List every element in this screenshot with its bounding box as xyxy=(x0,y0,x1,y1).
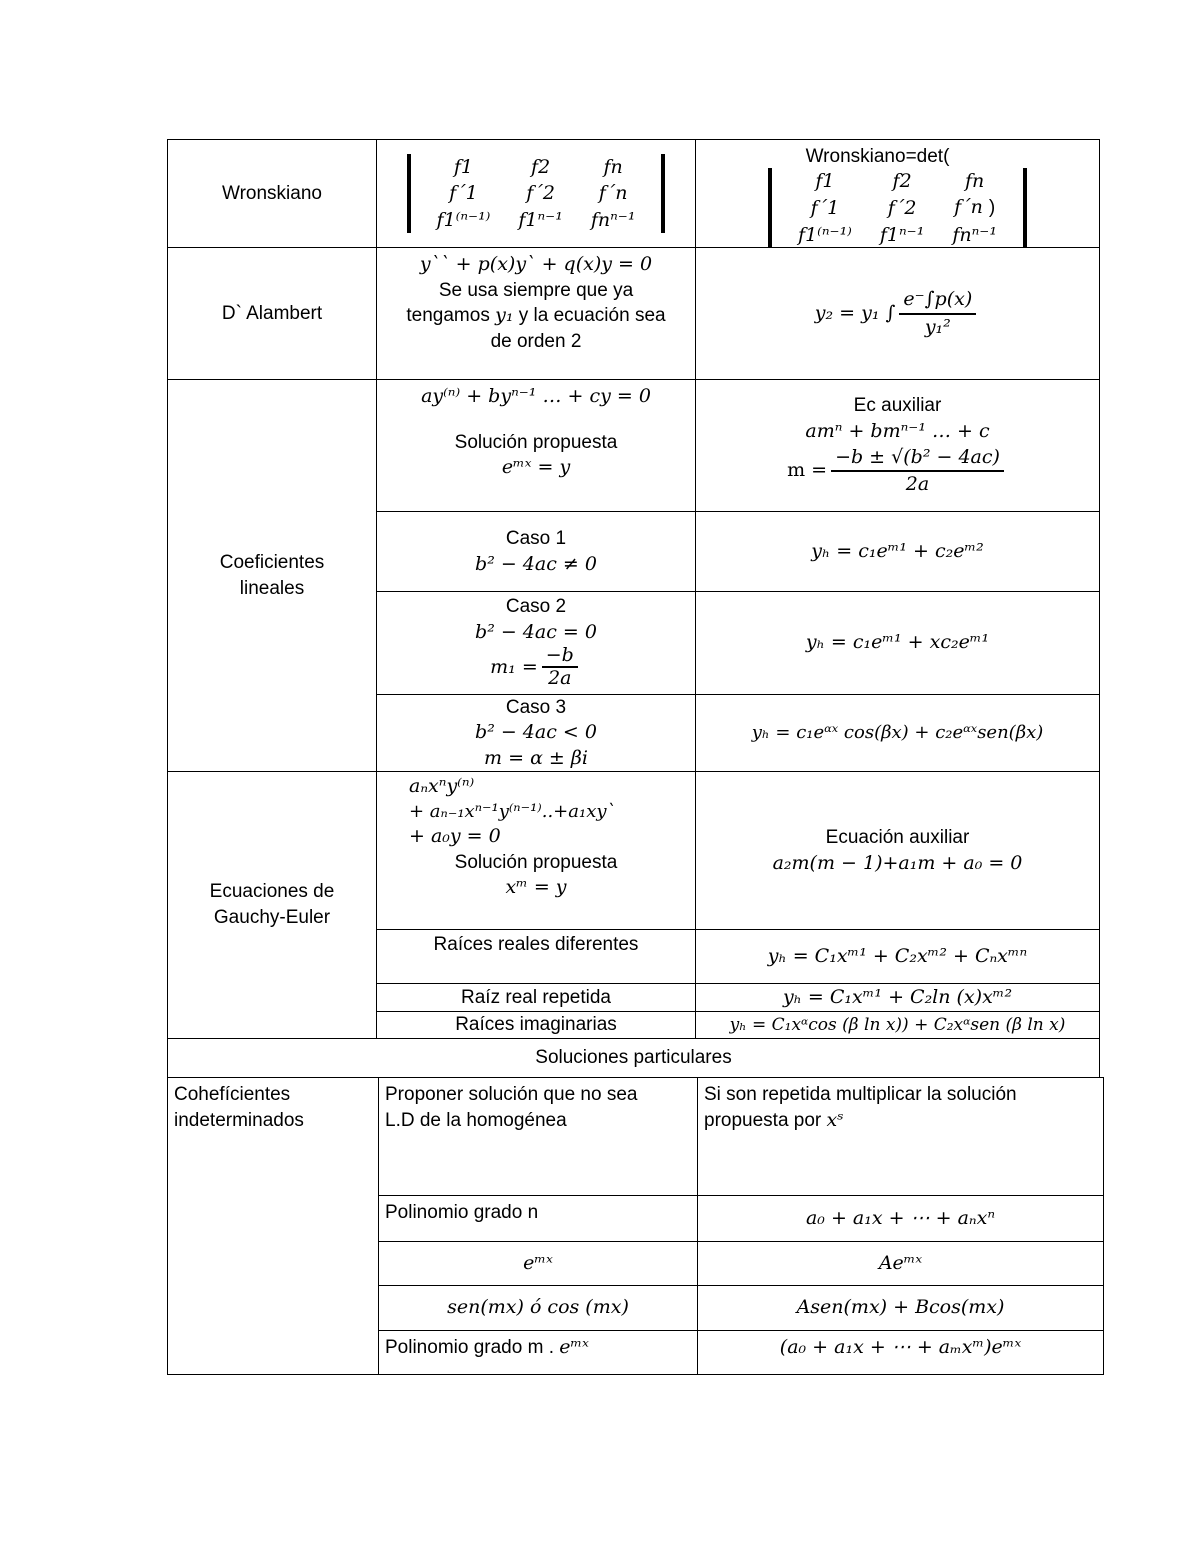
dalambert-note-3: de orden 2 xyxy=(490,330,582,352)
euler-aux-label: Ecuación auxiliar xyxy=(825,826,970,848)
lineales-case-1-solution: yₕ = c₁eᵐ¹ + c₂eᵐ² xyxy=(811,539,984,562)
dalambert-label: D` Alambert xyxy=(221,302,323,324)
particulares-row-2-left: Polinomio grado n xyxy=(378,1195,698,1242)
lineales-proposed-label: Solución propuesta xyxy=(454,431,618,453)
euler-case-3-title: Raíces imaginarias xyxy=(455,1014,617,1036)
dalambert-note-2: tengamos y₁ y la ecuación sea xyxy=(406,304,666,327)
euler-eq-2: + aₙ₋₁xⁿ⁻¹y⁽ⁿ⁻¹⁾..+a₁xy` xyxy=(409,800,616,822)
lineales-label-1: Coeficientes xyxy=(219,551,325,573)
euler-eq-3: + a₀y = 0 xyxy=(409,824,501,847)
lineales-case-1-title: Caso 1 xyxy=(505,527,567,549)
lineales-aux-eq: amⁿ + bmⁿ⁻¹ … + c xyxy=(805,419,990,442)
euler-case-2-cell xyxy=(376,983,696,1012)
lineales-case-1-cell xyxy=(376,511,696,592)
lineales-case-2-condition: b² − 4ac = 0 xyxy=(475,620,597,643)
euler-proposed-label: Solución propuesta xyxy=(454,851,618,873)
lineales-label-2: lineales xyxy=(239,577,305,599)
lineales-equation-cell xyxy=(376,379,696,512)
dalambert-formula: y₂ = y₁ ∫ $\frac{e^-\int p(x)}{\text{y₁²}}$ xyxy=(815,287,981,340)
euler-label-1: Ecuaciones de xyxy=(209,881,335,903)
wronskiano-label-cell xyxy=(167,139,377,248)
euler-case-1-cell xyxy=(376,929,696,984)
euler-case-3-cell xyxy=(376,1011,696,1039)
euler-proposed: xᵐ = y xyxy=(505,876,567,899)
lineales-equation: ay⁽ⁿ⁾ + byⁿ⁻¹ … + cy = 0 xyxy=(421,385,651,407)
euler-eq-1: aₙxⁿy⁽ⁿ⁾ xyxy=(409,775,475,797)
particulares-header: Soluciones particulares xyxy=(535,1047,732,1069)
lineales-case-2-cell xyxy=(376,591,696,695)
dalambert-label-cell xyxy=(167,247,377,380)
lineales-proposed: eᵐˣ = y xyxy=(501,456,571,479)
wronskiano-det-cell xyxy=(695,139,1100,248)
particulares-row-1-left: Proponer solución que no sea L.D de la homogénea xyxy=(378,1077,698,1196)
particulares-row-5-right: (a₀ + a₁x + ⋯ + aₘxᵐ)eᵐˣ xyxy=(697,1330,1104,1375)
particulares-label-1: Cohefícientes xyxy=(174,1084,291,1105)
euler-aux-cell xyxy=(695,771,1100,930)
wronskiano-det-matrix: f1 f2 fn f´1 f´2 f´n ) f1⁽ⁿ⁻¹⁾ f1ⁿ⁻¹ fnⁿ⁻¹ xyxy=(768,168,1027,249)
particulares-row-3-left: eᵐˣ xyxy=(378,1241,698,1286)
lineales-case-2-root: m₁ = $\frac{-b}{2a}$ xyxy=(490,645,582,689)
euler-case-1-title: Raíces reales diferentes xyxy=(433,934,639,955)
lineales-aux-label: Ec auxiliar xyxy=(853,395,942,417)
lineales-case-3-solution-cell xyxy=(695,694,1100,772)
euler-case-2-solution: yₕ = C₁xᵐ¹ + C₂ln (x)xᵐ² xyxy=(782,985,1013,1008)
euler-case-2-title: Raíz real repetida xyxy=(461,986,611,1008)
lineales-case-3-solution: yₕ = c₁eᵅˣ cos(βx) + c₂eᵅˣsen(βx) xyxy=(751,721,1044,743)
dalambert-description-cell xyxy=(376,247,696,380)
euler-aux-eq: a₂m(m − 1)+a₁m + a₀ = 0 xyxy=(772,851,1023,874)
wronskiano-det-title: Wronskiano=det( xyxy=(805,146,950,167)
particulares-label-2: indeterminados xyxy=(174,1109,304,1131)
particulares-header-cell xyxy=(167,1038,1100,1078)
particulares-label-cell xyxy=(167,1077,379,1375)
wronskiano-det-close: ) xyxy=(988,197,996,219)
wronskiano-determinant: f1 f2 fn f´1 f´2 f´n f1⁽ⁿ⁻¹⁾ f1ⁿ⁻¹ fnⁿ⁻¹ xyxy=(407,154,666,234)
particulares-row-5-left: Polinomio grado m . eᵐˣ xyxy=(378,1330,698,1375)
euler-case-3-solution-cell xyxy=(695,1011,1100,1039)
lineales-case-3-roots: m = α ± βi xyxy=(484,746,588,769)
lineales-case-3-cell xyxy=(376,694,696,772)
lineales-case-3-title: Caso 3 xyxy=(505,696,567,718)
wronskiano-label: Wronskiano xyxy=(222,182,322,204)
dalambert-formula-cell xyxy=(695,247,1100,380)
particulares-row-4-left: sen(mx) ó cos (mx) xyxy=(378,1285,698,1331)
dalambert-equation: y`` + p(x)y` + q(x)y = 0 xyxy=(419,253,653,275)
euler-case-1-solution: yₕ = C₁xᵐ¹ + C₂xᵐ² + Cₙxᵐⁿ xyxy=(767,944,1028,967)
lineales-label-cell xyxy=(167,379,377,772)
lineales-case-2-solution: yₕ = c₁eᵐ¹ + xc₂eᵐ¹ xyxy=(805,631,990,654)
euler-case-3-solution: yₕ = C₁xᵅcos (β ln x)) + C₂xᵅsen (β ln x) xyxy=(729,1014,1066,1035)
euler-case-1-solution-cell xyxy=(695,929,1100,984)
particulares-row-3-right: Aeᵐˣ xyxy=(697,1241,1104,1286)
euler-label-2: Gauchy-Euler xyxy=(213,907,331,928)
lineales-case-2-title: Caso 2 xyxy=(505,596,567,617)
lineales-case-1-solution-cell xyxy=(695,511,1100,592)
lineales-case-2-solution-cell xyxy=(695,591,1100,695)
particulares-row-2-right: a₀ + a₁x + ⋯ + aₙxⁿ xyxy=(697,1195,1104,1242)
lineales-quadratic-formula: m = $\frac{\text{−b ± √(b² − 4ac)}}{2a}$ xyxy=(787,445,1008,498)
euler-equation-cell xyxy=(376,771,696,930)
euler-label-cell xyxy=(167,771,377,1039)
particulares-row-4-right: Asen(mx) + Bcos(mx) xyxy=(697,1285,1104,1331)
lineales-case-1-condition: b² − 4ac ≠ 0 xyxy=(475,552,597,575)
lineales-case-3-condition: b² − 4ac < 0 xyxy=(475,721,597,744)
dalambert-note-1: Se usa siempre que ya xyxy=(438,279,634,301)
euler-case-2-solution-cell xyxy=(695,983,1100,1012)
lineales-aux-cell xyxy=(695,379,1100,512)
particulares-row-1-right: Si son repetida multiplicar la solución propuesta por xˢ xyxy=(697,1077,1104,1196)
wronskiano-determinant-cell xyxy=(376,139,696,248)
